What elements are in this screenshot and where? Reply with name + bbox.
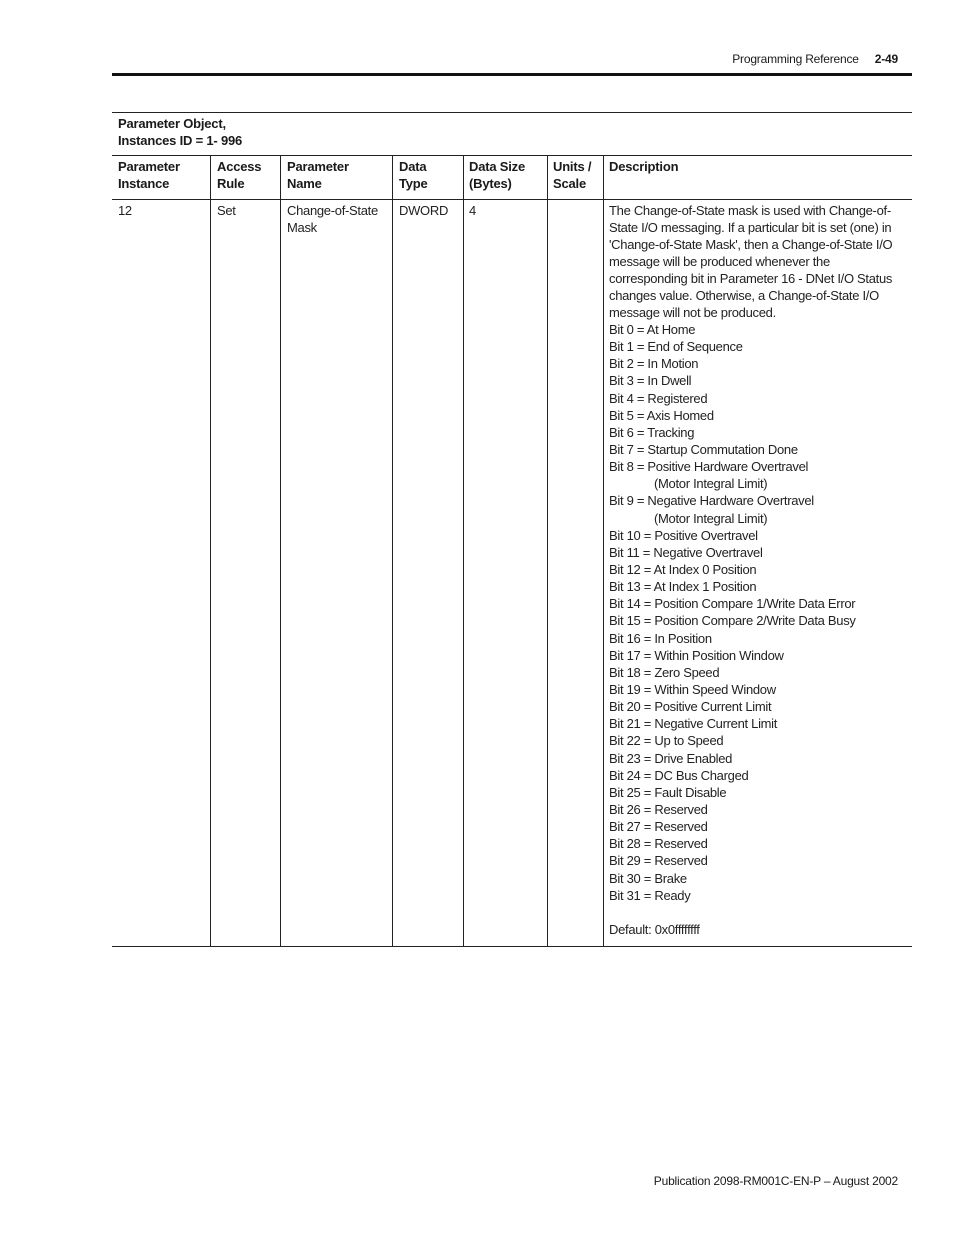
bit-item: Bit 0 = At Home: [609, 322, 696, 337]
bit-item: Bit 30 = Brake: [609, 870, 687, 886]
column-header-access-rule: [217, 158, 261, 192]
column-divider: [210, 156, 211, 946]
header-section-title: Programming Reference: [732, 52, 859, 66]
bit-item: Bit 7 = Startup Commutation Done: [609, 441, 798, 457]
cell-instance: 12: [118, 203, 132, 218]
column-header-line: Name: [287, 176, 322, 191]
column-header-line: (Bytes): [469, 176, 512, 191]
bit-item: Bit 14 = Position Compare 1/Write Data Error: [609, 596, 856, 612]
column-header-line: Access: [217, 159, 262, 174]
cell-parameter-name-line: Change-of-State: [287, 203, 378, 218]
bit-item: Bit 21 = Negative Current Limit: [609, 716, 778, 732]
table-title-line1: Parameter Object,: [118, 116, 226, 131]
bit-item: Bit 3 = In Dwell: [609, 373, 692, 389]
cell-parameter-name-line: Mask: [287, 220, 317, 235]
header-bottom-rule: [112, 199, 912, 200]
column-header-line: Data: [399, 159, 427, 174]
column-header-data-type: [399, 158, 428, 192]
column-divider: [280, 156, 281, 946]
bit-item: Bit 8 = Positive Hardware Overtravel: [609, 459, 809, 475]
table-title-line2: Instances ID = 1- 996: [118, 133, 243, 148]
default-value: Default: 0x0ffffffff: [609, 921, 700, 937]
column-header-line: Type: [399, 176, 428, 191]
column-divider: [463, 156, 464, 946]
table-title: [118, 115, 242, 149]
bit-item: Bit 22 = Up to Speed: [609, 733, 724, 749]
column-header-data-size: [469, 158, 525, 192]
bit-item: Bit 1 = End of Sequence: [609, 339, 743, 355]
cell-access-rule: Set: [217, 203, 236, 218]
column-header-line: Instance: [118, 176, 170, 191]
column-header-parameter-name: [287, 158, 349, 192]
header-rule: [112, 73, 912, 76]
column-header-line: Description: [609, 159, 679, 174]
bit-item-note: (Motor Integral Limit): [654, 510, 768, 526]
column-header-line: Rule: [217, 176, 245, 191]
bit-item: Bit 5 = Axis Homed: [609, 407, 714, 423]
cell-data-size: 4: [469, 203, 476, 218]
bit-item: Bit 24 = DC Bus Charged: [609, 767, 749, 783]
description-intro: The Change-of-State mask is used with Change-of-State I/O messaging. If a particular bit is set (one) in 'Change-of-State Mask', then a Change-of-State I/O message will be produced whenever the corresponding bit in Parameter 16 - DNet I/O Status changes value. Otherwise, a Change-of-State I/O message will not be produced.: [609, 203, 893, 320]
publication-footer: Publication 2098-RM001C-EN-P – August 2002: [653, 1174, 898, 1188]
bit-item: Bit 4 = Registered: [609, 390, 708, 406]
column-divider: [547, 156, 548, 946]
bit-item: Bit 20 = Positive Current Limit: [609, 699, 772, 715]
running-header: [732, 52, 898, 66]
column-header-line: Data Size: [469, 159, 526, 174]
bit-item: Bit 25 = Fault Disable: [609, 784, 727, 800]
bit-item: Bit 13 = At Index 1 Position: [609, 579, 757, 595]
bit-item: Bit 12 = At Index 0 Position: [609, 561, 757, 577]
cell-parameter-name: [287, 202, 378, 236]
bit-item: Bit 16 = In Position: [609, 630, 712, 646]
bit-item: Bit 23 = Drive Enabled: [609, 750, 733, 766]
bit-item-note: (Motor Integral Limit): [654, 476, 768, 492]
bit-item: Bit 15 = Position Compare 2/Write Data Busy: [609, 613, 856, 629]
column-header-units-scale: [553, 158, 591, 192]
bit-item: Bit 11 = Negative Overtravel: [609, 544, 763, 560]
table-top-rule: [112, 112, 912, 113]
bit-item: Bit 6 = Tracking: [609, 424, 695, 440]
column-header-line: Units /: [553, 159, 592, 174]
column-header-parameter-instance: [118, 158, 180, 192]
page-number: 2-49: [874, 52, 898, 66]
bit-item: Bit 2 = In Motion: [609, 356, 699, 372]
bit-item: Bit 26 = Reserved: [609, 801, 708, 817]
column-header-description: [609, 158, 678, 175]
header-top-rule: [112, 155, 912, 156]
bit-item: Bit 17 = Within Position Window: [609, 647, 784, 663]
spacer: [609, 904, 907, 921]
column-header-line: Parameter: [287, 159, 349, 174]
cell-data-type: DWORD: [399, 203, 449, 218]
column-header-line: Scale: [553, 176, 586, 191]
bit-item: Bit 9 = Negative Hardware Overtravel: [609, 493, 814, 509]
bit-item: Bit 28 = Reserved: [609, 836, 708, 852]
bit-item: Bit 10 = Positive Overtravel: [609, 527, 758, 543]
cell-description: [609, 202, 907, 938]
bit-item: Bit 31 = Ready: [609, 887, 691, 903]
column-divider: [603, 156, 604, 946]
bit-item: Bit 27 = Reserved: [609, 819, 708, 835]
bit-item: Bit 29 = Reserved: [609, 853, 708, 869]
bit-item: Bit 18 = Zero Speed: [609, 664, 720, 680]
column-divider: [392, 156, 393, 946]
column-header-line: Parameter: [118, 159, 180, 174]
bit-item: Bit 19 = Within Speed Window: [609, 681, 776, 697]
table-bottom-rule: [112, 946, 912, 947]
